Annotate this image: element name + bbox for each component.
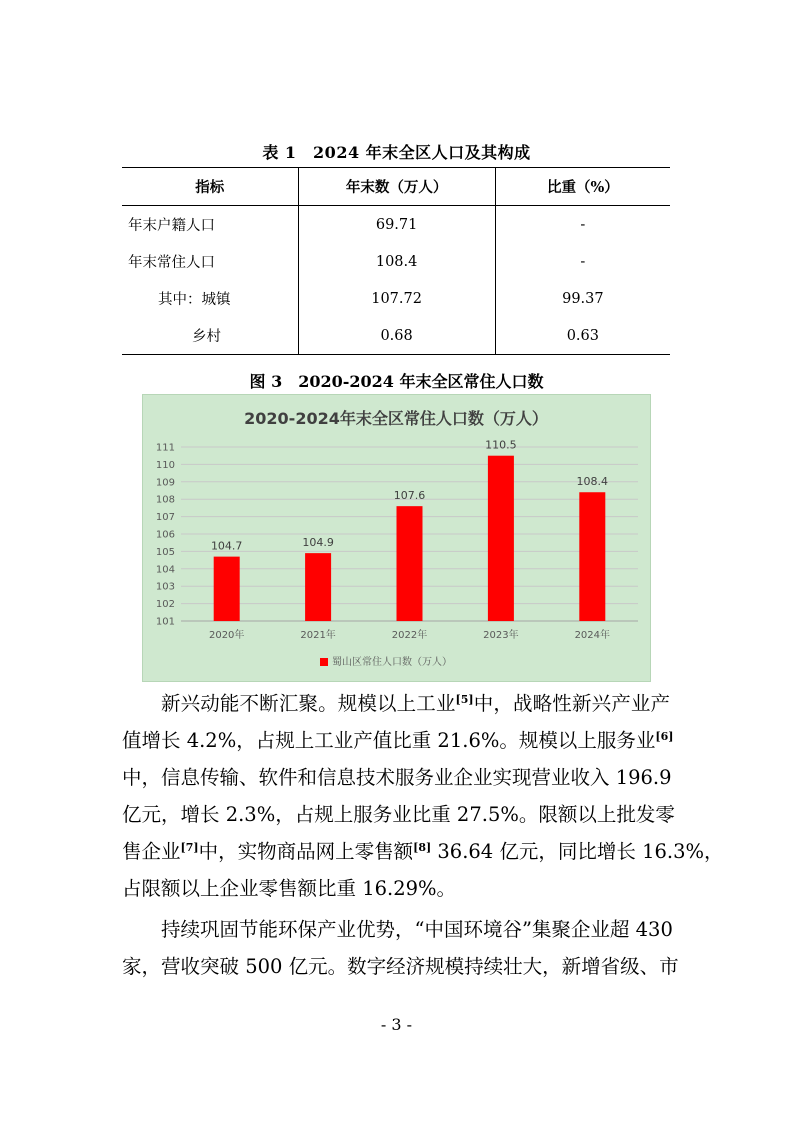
data-label: 104.9 bbox=[302, 536, 334, 550]
population-chart bbox=[142, 394, 651, 682]
y-tick-label: 110 bbox=[155, 459, 175, 471]
header-share: 比重（%） bbox=[495, 168, 670, 206]
y-tick-label: 102 bbox=[155, 599, 175, 611]
y-tick-label: 105 bbox=[155, 546, 175, 558]
footnote-ref: [6] bbox=[655, 730, 674, 743]
row-share: - bbox=[495, 206, 670, 244]
table-title: 表 1 2024 年末全区人口及其构成 bbox=[262, 143, 531, 162]
y-tick-label: 106 bbox=[155, 529, 175, 541]
text-line: 值增长 4.2%，占规上工业产值比重 21.6%。规模以上服务业[6] bbox=[122, 729, 674, 752]
bar-2020年 bbox=[214, 557, 240, 621]
legend-swatch bbox=[320, 658, 328, 666]
data-label: 108.4 bbox=[576, 475, 609, 489]
chart-title: 2020-2024年末全区常住人口数（万人） bbox=[244, 409, 548, 428]
header-indicator: 指标 bbox=[122, 168, 298, 206]
y-tick-label: 109 bbox=[155, 477, 175, 489]
text-line: 占限额以上企业零售额比重 16.29%。 bbox=[122, 877, 457, 900]
row-value: 69.71 bbox=[298, 206, 495, 244]
x-tick-label: 2021年 bbox=[300, 630, 336, 641]
row-label: 年末常住人口 bbox=[122, 243, 298, 280]
y-tick-label: 104 bbox=[155, 564, 175, 576]
row-value: 0.68 bbox=[298, 317, 495, 355]
text-line: 家，营收突破 500 亿元。数字经济规模持续壮大，新增省级、市 bbox=[122, 955, 679, 978]
population-table bbox=[122, 167, 670, 355]
bar-2023年 bbox=[488, 456, 514, 621]
data-label: 107.6 bbox=[393, 489, 426, 503]
text-line: 持续巩固节能环保产业优势，“中国环境谷”集聚企业超 430 bbox=[161, 918, 673, 941]
text-line: 中，信息传输、软件和信息技术服务业企业实现营业收入 196.9 bbox=[122, 766, 672, 789]
bar-2021年 bbox=[305, 553, 331, 621]
y-tick-label: 103 bbox=[155, 581, 175, 593]
table-row bbox=[122, 317, 670, 355]
table-header-row bbox=[122, 168, 670, 206]
table-row bbox=[122, 243, 670, 280]
chart-svg bbox=[143, 395, 650, 681]
y-tick-label: 107 bbox=[155, 512, 175, 524]
legend-label: 蜀山区常住人口数（万人） bbox=[332, 657, 452, 668]
footnote-ref: [8] bbox=[413, 841, 432, 854]
y-tick-label: 101 bbox=[155, 616, 175, 628]
x-tick-label: 2022年 bbox=[391, 630, 428, 641]
y-tick-label: 111 bbox=[155, 442, 175, 454]
row-value: 107.72 bbox=[298, 280, 495, 317]
data-label: 104.7 bbox=[210, 539, 243, 553]
x-tick-label: 2024年 bbox=[574, 630, 611, 641]
row-share: - bbox=[495, 243, 670, 280]
row-share: 99.37 bbox=[495, 280, 670, 317]
data-label: 110.5 bbox=[485, 438, 517, 452]
paragraph-environmental-industry bbox=[122, 911, 679, 985]
row-value: 108.4 bbox=[298, 243, 495, 280]
table-row bbox=[122, 206, 670, 244]
row-share: 0.63 bbox=[495, 317, 670, 355]
header-year-end-count: 年末数（万人） bbox=[298, 168, 495, 206]
x-tick-label: 2023年 bbox=[483, 630, 519, 641]
row-label: 年末户籍人口 bbox=[122, 206, 298, 244]
footnote-ref: [5] bbox=[455, 693, 474, 706]
text-line: 售企业[7]中，实物商品网上零售额[8] 36.64 亿元，同比增长 16.3%， bbox=[122, 840, 724, 863]
row-label: 乡村 bbox=[122, 317, 298, 355]
text-line: 亿元，增长 2.3%，占规上服务业比重 27.5%。限额以上批发零 bbox=[122, 803, 675, 826]
bar-2022年 bbox=[397, 506, 423, 621]
bar-2024年 bbox=[579, 492, 605, 621]
row-label: 其中：城镇 bbox=[122, 280, 298, 317]
table-row bbox=[122, 280, 670, 317]
x-tick-label: 2020年 bbox=[208, 630, 245, 641]
page-number: - 3 - bbox=[380, 1015, 413, 1034]
text-line: 新兴动能不断汇聚。规模以上工业[5]中，战略性新兴产业产 bbox=[161, 692, 670, 715]
paragraph-new-momentum bbox=[122, 685, 724, 907]
y-tick-label: 108 bbox=[155, 494, 175, 506]
footnote-ref: [7] bbox=[180, 841, 199, 854]
figure-title: 图 3 2020-2024 年末全区常住人口数 bbox=[249, 372, 544, 391]
